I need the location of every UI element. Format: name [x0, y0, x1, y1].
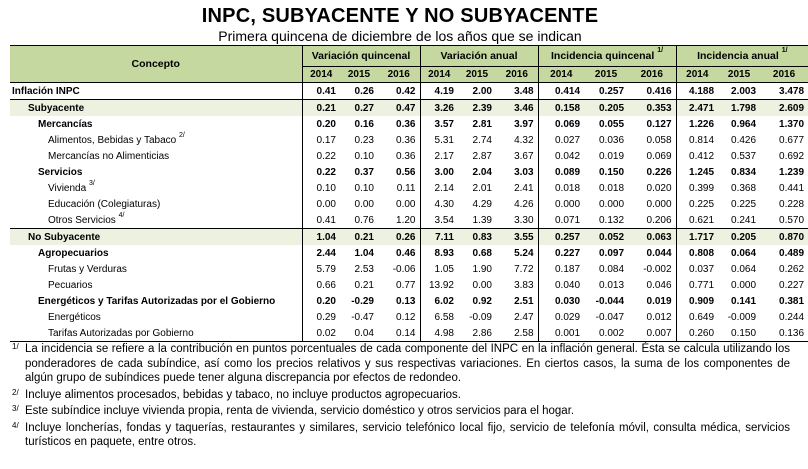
- value-cell: 0.020: [646, 182, 672, 194]
- value-cell: 1.05: [420, 261, 458, 277]
- value-cell: 0.10: [354, 150, 374, 162]
- value-cell: 0.814: [676, 132, 718, 148]
- value-cell: 0.205: [584, 100, 628, 117]
- value-cell: 0.621: [676, 212, 718, 229]
- value-cell: 0.570: [760, 212, 808, 229]
- value-cell: 0.20: [302, 116, 340, 132]
- value-cell: 2.003: [718, 83, 760, 100]
- footnote: [12, 421, 790, 450]
- value-cell: 0.11: [396, 182, 416, 194]
- table-body: [10, 83, 808, 342]
- value-cell: 4.26: [514, 198, 534, 210]
- value-cell: 0.052: [584, 229, 628, 246]
- value-cell: 0.225: [676, 196, 718, 212]
- value-cell: 0.22: [302, 164, 340, 180]
- value-cell: 2.81: [472, 118, 492, 130]
- value-cell: 0.241: [718, 212, 760, 229]
- footnote-text: Este subíndice incluye vivienda propia, renta de vivienda, servicio doméstico y otros servicios para el hogar.: [25, 405, 575, 417]
- value-cell: 0.000: [538, 196, 584, 212]
- table-row: [10, 277, 808, 293]
- row-label: Agropecuarios: [38, 247, 109, 259]
- value-cell: -0.002: [643, 263, 672, 275]
- table-row: [10, 229, 808, 246]
- value-cell: 0.042: [538, 148, 584, 164]
- value-cell: 2.04: [472, 166, 492, 178]
- value-cell: 3.478: [760, 83, 808, 100]
- value-cell: 2.39: [458, 100, 496, 117]
- value-cell: 0.16: [354, 118, 374, 130]
- value-cell: 0.22: [302, 148, 340, 164]
- value-cell: 0.257: [584, 83, 628, 100]
- value-cell: 4.98: [420, 325, 458, 342]
- value-cell: 0.426: [731, 134, 757, 146]
- value-cell: 1.239: [779, 166, 805, 178]
- value-cell: 3.30: [496, 212, 538, 229]
- value-cell: 0.012: [646, 311, 672, 323]
- value-cell: 0.257: [538, 229, 584, 246]
- table-row: [10, 212, 808, 229]
- year-header: 2014: [538, 67, 584, 83]
- value-cell: 2.86: [458, 325, 496, 342]
- value-cell: 0.046: [646, 279, 672, 291]
- row-label: Educación (Colegiaturas): [48, 198, 161, 210]
- value-cell: 5.24: [514, 247, 534, 259]
- value-cell: 6.02: [420, 293, 458, 309]
- value-cell: 0.56: [396, 166, 416, 178]
- value-cell: 5.31: [420, 132, 458, 148]
- value-cell: 0.77: [396, 279, 416, 291]
- group-header: Incidencia quincenal $^{1/}$: [538, 46, 676, 67]
- value-cell: 0.064: [731, 263, 757, 275]
- value-cell: 0.92: [472, 295, 492, 307]
- value-cell: 3.26: [420, 100, 458, 117]
- value-cell: 3.97: [514, 118, 534, 130]
- value-cell: 0.013: [599, 279, 625, 291]
- value-cell: 0.00: [354, 198, 374, 210]
- value-cell: 2.87: [472, 150, 492, 162]
- value-cell: 0.36: [396, 134, 416, 146]
- year-header: 2016: [628, 67, 676, 83]
- value-cell: 0.058: [646, 134, 672, 146]
- value-cell: 0.381: [779, 295, 805, 307]
- row-label: Subyacente: [10, 100, 302, 117]
- table-row: [10, 132, 808, 148]
- table-row: [10, 100, 808, 117]
- value-cell: 1.370: [779, 118, 805, 130]
- year-header: 2015: [458, 67, 496, 83]
- value-cell: 0.04: [340, 325, 378, 342]
- value-cell: 3.54: [420, 212, 458, 229]
- value-cell: 1.04: [302, 229, 340, 246]
- value-cell: 3.48: [496, 83, 538, 100]
- value-cell: 4.30: [420, 196, 458, 212]
- footnote-mark: 3/: [12, 404, 19, 413]
- value-cell: 1.226: [676, 116, 718, 132]
- value-cell: 0.227: [779, 279, 805, 291]
- value-cell: 2.609: [760, 100, 808, 117]
- value-cell: 0.150: [718, 325, 760, 342]
- value-cell: 0.27: [340, 100, 378, 117]
- row-label: Inflación INPC: [10, 83, 302, 100]
- footnote-mark: 4/: [118, 211, 125, 219]
- value-cell: 2.471: [676, 100, 718, 117]
- value-cell: 1.20: [378, 212, 420, 229]
- value-cell: 3.46: [496, 100, 538, 117]
- value-cell: 0.205: [718, 229, 760, 246]
- value-cell: 4.188: [676, 83, 718, 100]
- value-cell: 0.368: [731, 182, 757, 194]
- value-cell: 0.964: [731, 118, 757, 130]
- value-cell: 0.416: [628, 83, 676, 100]
- row-label: Tarifas Autorizadas por Gobierno: [10, 325, 302, 342]
- value-cell: -0.29: [351, 295, 374, 307]
- value-cell: 0.029: [538, 309, 584, 325]
- value-cell: 0.13: [396, 295, 416, 307]
- value-cell: 2.51: [514, 295, 534, 307]
- value-cell: 0.002: [584, 325, 628, 342]
- value-cell: 4.32: [514, 134, 534, 146]
- value-cell: 0.244: [779, 311, 805, 323]
- value-cell: 0.055: [599, 118, 625, 130]
- value-cell: 0.063: [628, 229, 676, 246]
- value-cell: 0.26: [378, 229, 420, 246]
- value-cell: 0.834: [731, 166, 757, 178]
- value-cell: 7.11: [420, 229, 458, 246]
- value-cell: 6.58: [420, 309, 458, 325]
- value-cell: 0.46: [396, 247, 416, 259]
- footnote: [12, 404, 790, 419]
- value-cell: 0.21: [302, 100, 340, 117]
- value-cell: 2.17: [420, 148, 458, 164]
- value-cell: 0.206: [628, 212, 676, 229]
- footnote-mark: 1/: [781, 47, 788, 54]
- year-header: 2016: [760, 67, 808, 83]
- value-cell: 7.72: [514, 263, 534, 275]
- year-header: 2014: [302, 67, 340, 83]
- footnote: [12, 388, 790, 403]
- value-cell: 0.00: [472, 279, 492, 291]
- footnote-mark: 2/: [179, 131, 185, 139]
- value-cell: 0.489: [779, 247, 805, 259]
- value-cell: 0.228: [779, 198, 805, 210]
- value-cell: 1.04: [354, 247, 374, 259]
- value-cell: 0.262: [779, 263, 805, 275]
- value-cell: 0.037: [676, 261, 718, 277]
- footnote-mark: 4/: [12, 420, 19, 430]
- value-cell: 5.79: [302, 261, 340, 277]
- value-cell: 0.097: [599, 247, 625, 259]
- value-cell: 1.717: [676, 229, 718, 246]
- value-cell: 0.084: [599, 263, 625, 275]
- table-row: [10, 245, 808, 261]
- value-cell: 0.150: [599, 166, 625, 178]
- year-header: 2015: [340, 67, 378, 83]
- value-cell: 0.399: [676, 180, 718, 196]
- value-cell: 0.226: [646, 166, 672, 178]
- row-label: Servicios: [38, 166, 83, 178]
- row-label: No Subyacente: [10, 229, 302, 246]
- value-cell: 0.127: [646, 118, 672, 130]
- footnote-mark: 2/: [12, 387, 19, 397]
- year-header: 2014: [676, 67, 718, 83]
- table-row: [10, 116, 808, 132]
- value-cell: 0.007: [628, 325, 676, 342]
- value-cell: 2.44: [302, 245, 340, 261]
- value-cell: 2.01: [472, 182, 492, 194]
- row-label: Pecuarios: [48, 279, 93, 291]
- year-header: 2014: [420, 67, 458, 83]
- value-cell: 0.17: [302, 132, 340, 148]
- value-cell: 0.21: [340, 229, 378, 246]
- row-label: Frutas y Verduras: [48, 263, 127, 275]
- value-cell: 0.23: [354, 134, 374, 146]
- value-cell: 0.069: [538, 116, 584, 132]
- value-cell: 2.14: [420, 180, 458, 196]
- page-subtitle: Primera quincena de diciembre de los años que se indican: [218, 28, 582, 44]
- value-cell: 0.018: [599, 182, 625, 194]
- table-row: [10, 196, 808, 212]
- value-cell: 0.187: [538, 261, 584, 277]
- value-cell: 0.001: [538, 325, 584, 342]
- value-cell: 0.36: [396, 118, 416, 130]
- value-cell: 2.53: [354, 263, 374, 275]
- value-cell: 3.55: [496, 229, 538, 246]
- value-cell: 0.36: [396, 150, 416, 162]
- value-cell: 0.76: [340, 212, 378, 229]
- value-cell: 0.66: [302, 277, 340, 293]
- value-cell: 0.02: [302, 325, 340, 342]
- footnote-mark: 1/: [12, 342, 19, 351]
- value-cell: 0.909: [676, 293, 718, 309]
- value-cell: 0.132: [584, 212, 628, 229]
- value-cell: 0.044: [646, 247, 672, 259]
- table-header: [10, 46, 808, 83]
- value-cell: 0.537: [731, 150, 757, 162]
- value-cell: 1.39: [458, 212, 496, 229]
- table-row: [10, 83, 808, 100]
- value-cell: -0.47: [351, 311, 374, 323]
- table-row: [10, 148, 808, 164]
- value-cell: 0.441: [779, 182, 805, 194]
- value-cell: -0.09: [469, 311, 492, 323]
- value-cell: 0.027: [538, 132, 584, 148]
- value-cell: 0.692: [779, 150, 805, 162]
- year-header: 2016: [378, 67, 420, 83]
- footnote: [12, 342, 790, 386]
- value-cell: 1.245: [676, 164, 718, 180]
- group-header: Variación quincenal: [302, 46, 420, 67]
- value-cell: 0.47: [378, 100, 420, 117]
- value-cell: 0.10: [354, 182, 374, 194]
- value-cell: 0.000: [731, 279, 757, 291]
- row-label: Mercancías: [38, 118, 93, 130]
- value-cell: 2.58: [496, 325, 538, 342]
- value-cell: 0.000: [599, 198, 625, 210]
- value-cell: 3.57: [420, 116, 458, 132]
- value-cell: 0.42: [378, 83, 420, 100]
- value-cell: 0.225: [731, 198, 757, 210]
- value-cell: 0.019: [646, 295, 672, 307]
- group-header: Incidencia anual $^{1/}$: [676, 46, 808, 67]
- value-cell: 0.064: [731, 247, 757, 259]
- value-cell: 4.29: [472, 198, 492, 210]
- row-label: Alimentos, Bebidas y Tabaco $^{2/}$: [48, 131, 185, 146]
- value-cell: 3.00: [420, 164, 458, 180]
- page-title: INPC, SUBYACENTE Y NO SUBYACENTE: [201, 5, 599, 27]
- value-cell: 2.00: [458, 83, 496, 100]
- value-cell: -0.044: [595, 295, 625, 307]
- value-cell: 0.353: [628, 100, 676, 117]
- value-cell: 0.649: [676, 309, 718, 325]
- year-header: 2015: [584, 67, 628, 83]
- value-cell: 0.414: [538, 83, 584, 100]
- footnote-text: La incidencia se refiere a la contribución en puntos porcentuales de cada componente del INPC en la inflación general. Ésta se calcula utilizando los ponderadores de cada subíndice, así como los precios relativos y sus respectivas variaciones. En ciertos casos, la suma de los componentes de algún grupo de subíndices puede tener alguna discrepancia por efectos de redondeo.: [25, 343, 790, 384]
- value-cell: 0.21: [354, 279, 374, 291]
- value-cell: 0.26: [340, 83, 378, 100]
- value-cell: 8.93: [420, 245, 458, 261]
- value-cell: 0.030: [538, 293, 584, 309]
- year-header: 2015: [718, 67, 760, 83]
- value-cell: 1.798: [718, 100, 760, 117]
- row-label: Energéticos: [48, 311, 101, 323]
- row-label: Otros Servicios $^{4/}$: [10, 212, 302, 229]
- concept-header: Concepto: [10, 46, 302, 83]
- year-header: 2016: [496, 67, 538, 83]
- table-row: [10, 180, 808, 196]
- value-cell: 0.771: [676, 277, 718, 293]
- row-label: Energéticos y Tarifas Autorizadas por el Gobierno: [38, 295, 276, 307]
- value-cell: 0.136: [760, 325, 808, 342]
- inflation-table: [10, 45, 808, 342]
- table-row: [10, 293, 808, 309]
- value-cell: 2.41: [514, 182, 534, 194]
- value-cell: 2.47: [514, 311, 534, 323]
- table-row: [10, 261, 808, 277]
- value-cell: 13.92: [420, 277, 458, 293]
- value-cell: 0.000: [646, 198, 672, 210]
- value-cell: -0.009: [727, 311, 757, 323]
- value-cell: 0.069: [646, 150, 672, 162]
- value-cell: 0.41: [302, 83, 340, 100]
- value-cell: 3.03: [514, 166, 534, 178]
- value-cell: 0.870: [760, 229, 808, 246]
- value-cell: 0.036: [599, 134, 625, 146]
- value-cell: 0.141: [731, 295, 757, 307]
- value-cell: 1.90: [472, 263, 492, 275]
- value-cell: 0.412: [676, 148, 718, 164]
- table-row: [10, 325, 808, 342]
- value-cell: -0.06: [392, 263, 416, 275]
- value-cell: 0.41: [302, 212, 340, 229]
- footnote-mark: 3/: [88, 179, 95, 187]
- value-cell: 0.019: [599, 150, 625, 162]
- value-cell: 0.089: [538, 164, 584, 180]
- value-cell: 0.12: [396, 311, 416, 323]
- value-cell: 2.74: [472, 134, 492, 146]
- value-cell: 0.260: [676, 325, 718, 342]
- table-row: [10, 309, 808, 325]
- value-cell: 0.227: [538, 245, 584, 261]
- value-cell: 0.37: [354, 166, 374, 178]
- value-cell: 0.808: [676, 245, 718, 261]
- footnote-text: Incluye alimentos procesados, bebidas y tabaco, no incluye productos agropecuarios.: [25, 388, 461, 401]
- value-cell: 3.67: [514, 150, 534, 162]
- value-cell: -0.047: [595, 311, 625, 323]
- value-cell: 0.00: [302, 196, 340, 212]
- table-row: [10, 164, 808, 180]
- row-label: Mercancías no Alimenticias: [48, 150, 170, 162]
- footnotes: [12, 342, 790, 452]
- value-cell: 0.071: [538, 212, 584, 229]
- value-cell: 0.158: [538, 100, 584, 117]
- value-cell: 4.19: [420, 83, 458, 100]
- value-cell: 0.29: [302, 309, 340, 325]
- row-label: Vivienda $^{3/}$: [48, 179, 95, 194]
- value-cell: 3.83: [514, 279, 534, 291]
- footnote-text: Incluye loncherías, fondas y taquerías, restaurantes y similares, servicio telefónico local fijo, servicio de telefonía móvil, consulta médica, servicios turísticos en paquete, entre otros.: [25, 421, 790, 448]
- value-cell: 0.83: [458, 229, 496, 246]
- value-cell: 0.00: [396, 198, 416, 210]
- group-header: Variación anual: [420, 46, 538, 67]
- value-cell: 0.040: [538, 277, 584, 293]
- value-cell: 0.20: [302, 293, 340, 309]
- value-cell: 0.14: [378, 325, 420, 342]
- value-cell: 0.68: [472, 247, 492, 259]
- value-cell: 0.677: [779, 134, 805, 146]
- value-cell: 0.10: [302, 180, 340, 196]
- value-cell: 0.018: [538, 180, 584, 196]
- footnote-mark: 1/: [657, 47, 664, 54]
